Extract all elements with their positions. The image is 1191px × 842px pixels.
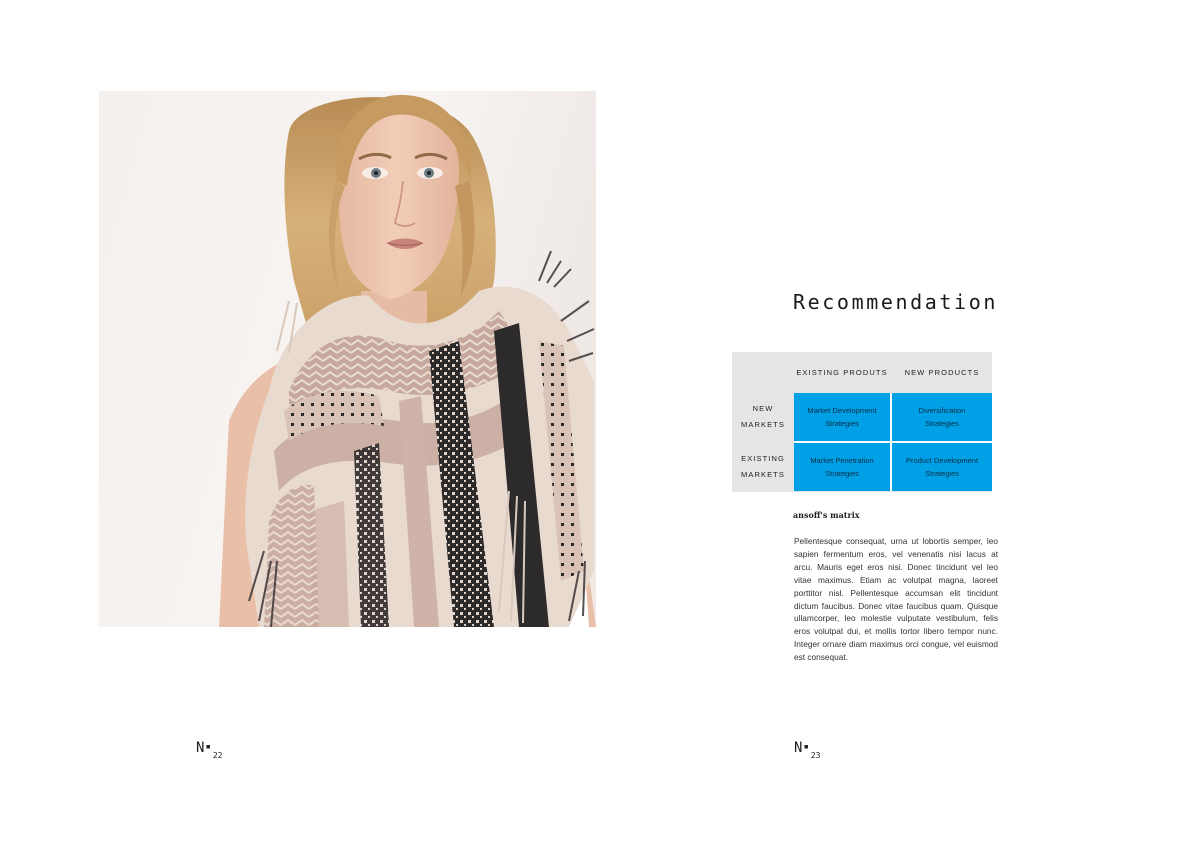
ansoff-matrix	[732, 352, 992, 492]
page-number-value: 22	[212, 751, 223, 760]
row-header-line: NEW	[752, 404, 774, 413]
column-header-new-products: NEW PRODUCTS	[904, 368, 980, 377]
page-number-left	[196, 740, 223, 763]
cell-line: Strategies	[925, 419, 959, 428]
model-photo	[99, 91, 596, 627]
cell-product-development	[892, 443, 992, 491]
cell-line: Product Development	[905, 456, 979, 465]
cell-line: Strategies	[825, 419, 859, 428]
matrix-caption: ansoff's matrix	[793, 510, 860, 520]
page-number-dot: ▪	[205, 742, 211, 752]
cell-market-development	[794, 393, 890, 441]
cell-diversification	[892, 393, 992, 441]
cell-line: Market Penetration	[810, 456, 874, 465]
row-header-line: EXISTING	[741, 454, 785, 463]
cell-line: Diversification	[918, 406, 966, 415]
row-header-line: MARKETS	[741, 470, 785, 479]
page-number-right	[794, 740, 821, 763]
body-paragraph: Pellentesque consequat, urna ut lobortis semper, leo sapien fermentum eros, vel venenatis nisi lacus at arcu. Mauris eget eros nisi. Donec tincidunt vel leo vitae maximus. Etiam ac volutpat magna, laoreet porttitor nisl. Pellentesque accumsan elit tincidunt dictum faucibus. Donec vitae faucibus quam. Quisque ullamcorper, leo molestie vulputate vestibulum, felis eros volutpat dui, et mollis tortor libero tempor nunc. Integer ornare diam maximus orci congue, vel euismod est consequat.	[794, 536, 998, 663]
cell-line: Strategies	[925, 469, 959, 478]
cell-line: Strategies	[825, 469, 859, 478]
column-header-existing-products: EXISTING PRODUTS	[796, 368, 888, 377]
row-header-new-markets	[732, 393, 794, 441]
matrix-corner	[732, 352, 794, 393]
cell-market-penetration	[794, 443, 890, 491]
page-number-dot: ▪	[803, 742, 809, 752]
page-number-prefix: N	[196, 740, 205, 756]
page-number-prefix: N	[794, 740, 803, 756]
row-header-existing-markets	[732, 443, 794, 491]
section-title: Recommendation	[793, 290, 998, 314]
row-header-line: MARKETS	[741, 420, 785, 429]
page-number-value: 23	[810, 751, 821, 760]
cell-line: Market Development	[807, 406, 877, 415]
